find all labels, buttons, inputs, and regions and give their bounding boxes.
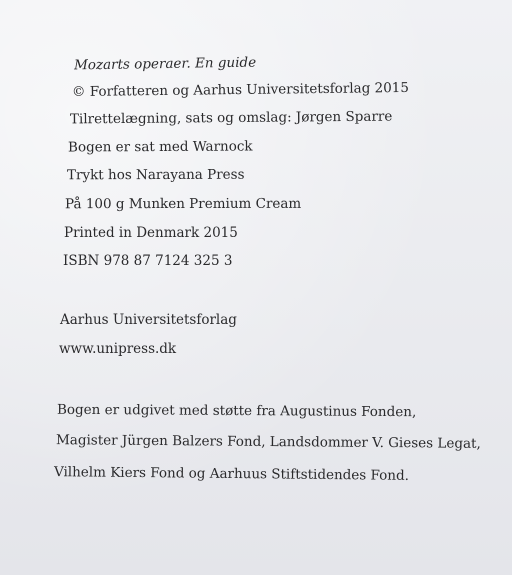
book-title-line: Mozarts operaer. En guide [73,54,257,74]
publisher-url: www.unipress.dk [59,341,177,357]
isbn-line: ISBN 978 87 7124 325 3 [63,253,233,269]
copyright-line: © Forfatteren og Aarhus Universitetsforlag 2015 [71,79,410,101]
paper-line: På 100 g Munken Premium Cream [64,195,302,213]
funding-line-2: Magister Jürgen Balzers Fond, Landsdommer V. Gieses Legat, [55,432,481,452]
design-credit-line: Tilrettelægning, sats og omslag: Jørgen Sparre [69,108,393,128]
funding-line-1: Bogen er udgivet med støtte fra Augustinus Fonden, [56,401,417,421]
publisher-name: Aarhus Universitetsforlag [60,312,237,328]
funding-line-3: Vilhelm Kiers Fond og Aarhuus Stiftstidendes Fond. [53,464,410,484]
printed-in-line: Printed in Denmark 2015 [64,225,238,241]
typeface-line: Bogen er sat med Warnock [67,138,253,156]
printer-line: Trykt hos Narayana Press [66,166,245,184]
